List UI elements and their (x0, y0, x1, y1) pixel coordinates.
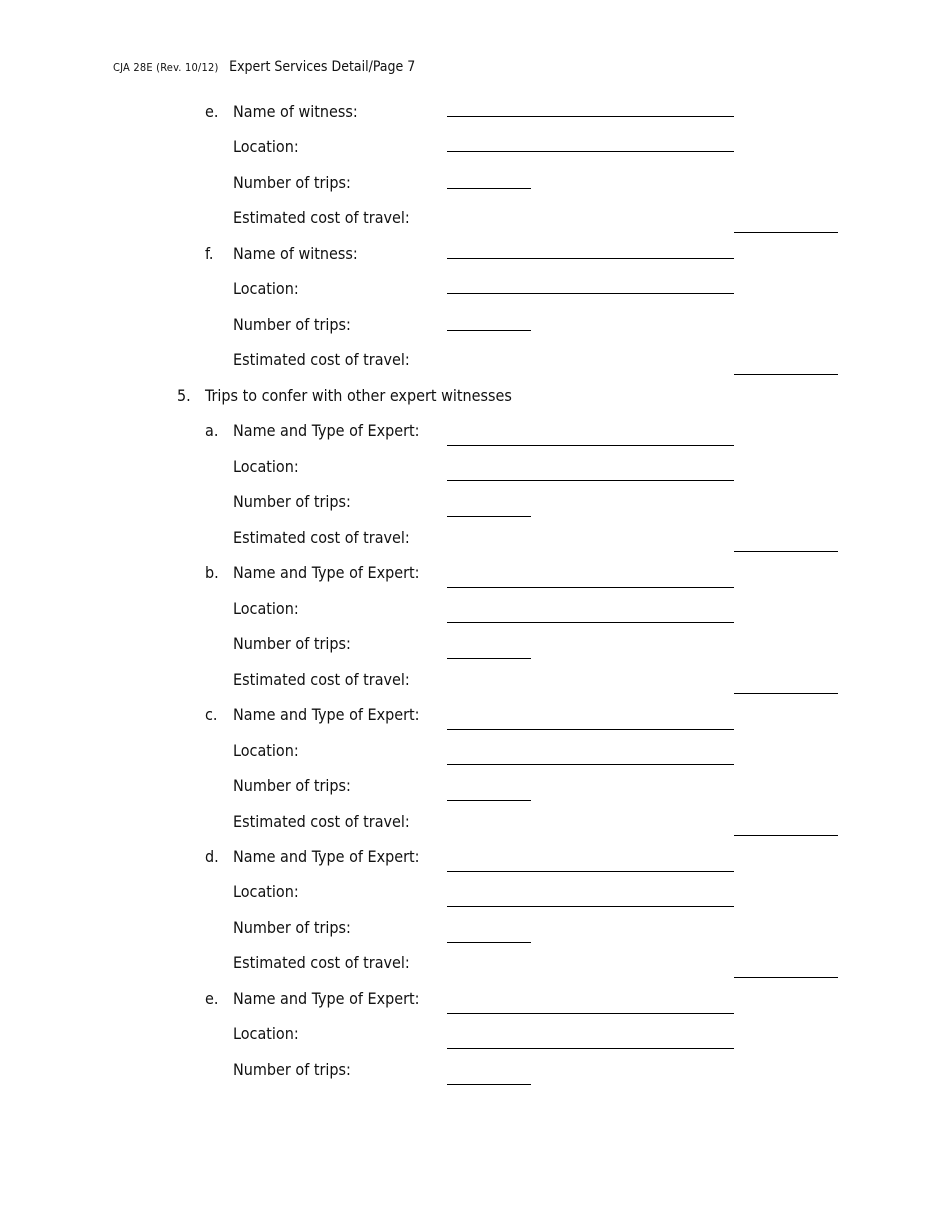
number-of-trips-label: Number of trips: (233, 315, 351, 334)
witness-e-trips-row (0, 173, 950, 209)
location-label: Location: (233, 137, 299, 156)
expert-name-field[interactable] (447, 587, 734, 588)
witness-f-name-row (0, 244, 950, 280)
number-of-trips-field[interactable] (447, 942, 531, 943)
expert-name-field[interactable] (447, 729, 734, 730)
item-letter: e. (205, 989, 219, 1008)
expert-a-trips-row (0, 492, 950, 528)
estimated-cost-label: Estimated cost of travel: (233, 953, 410, 972)
expert-name-field[interactable] (447, 1013, 734, 1014)
estimated-cost-label: Estimated cost of travel: (233, 350, 410, 369)
estimated-cost-field[interactable] (734, 835, 838, 836)
expert-d-name-row (0, 847, 950, 883)
witness-e-name-row (0, 102, 950, 138)
item-letter: d. (205, 847, 219, 866)
witness-f-cost-row (0, 350, 950, 386)
expert-name-field[interactable] (447, 445, 734, 446)
expert-c-name-row (0, 705, 950, 741)
location-label: Location: (233, 457, 299, 476)
location-field[interactable] (447, 1048, 734, 1049)
estimated-cost-field[interactable] (734, 977, 838, 978)
number-of-trips-field[interactable] (447, 516, 531, 517)
page-title: Expert Services Detail/Page 7 (229, 59, 416, 75)
expert-a-name-row (0, 421, 950, 457)
expert-b-location-row (0, 599, 950, 635)
location-label: Location: (233, 279, 299, 298)
expert-b-trips-row (0, 634, 950, 670)
estimated-cost-label: Estimated cost of travel: (233, 528, 410, 547)
number-of-trips-label: Number of trips: (233, 776, 351, 795)
name-and-type-of-expert-label: Name and Type of Expert: (233, 421, 420, 440)
number-of-trips-label: Number of trips: (233, 173, 351, 192)
expert-d-trips-row (0, 918, 950, 954)
expert-c-cost-row (0, 812, 950, 848)
name-and-type-of-expert-label: Name and Type of Expert: (233, 563, 420, 582)
location-field[interactable] (447, 764, 734, 765)
expert-a-cost-row (0, 528, 950, 564)
number-of-trips-field[interactable] (447, 1084, 531, 1085)
expert-d-cost-row (0, 953, 950, 989)
location-field[interactable] (447, 906, 734, 907)
expert-b-name-row (0, 563, 950, 599)
estimated-cost-label: Estimated cost of travel: (233, 670, 410, 689)
expert-b-cost-row (0, 670, 950, 706)
item-letter: c. (205, 705, 218, 724)
location-label: Location: (233, 599, 299, 618)
section-title: Trips to confer with other expert witnesses (205, 386, 512, 405)
witness-f-location-row (0, 279, 950, 315)
witness-name-field[interactable] (447, 116, 734, 117)
estimated-cost-label: Estimated cost of travel: (233, 208, 410, 227)
name-and-type-of-expert-label: Name and Type of Expert: (233, 847, 420, 866)
name-of-witness-label: Name of witness: (233, 102, 358, 121)
location-field[interactable] (447, 293, 734, 294)
number-of-trips-field[interactable] (447, 658, 531, 659)
expert-e-name-row (0, 989, 950, 1025)
item-letter: e. (205, 102, 219, 121)
expert-d-location-row (0, 882, 950, 918)
number-of-trips-field[interactable] (447, 188, 531, 189)
expert-a-location-row (0, 457, 950, 493)
witness-e-cost-row (0, 208, 950, 244)
name-of-witness-label: Name of witness: (233, 244, 358, 263)
item-letter: a. (205, 421, 219, 440)
number-of-trips-field[interactable] (447, 800, 531, 801)
location-field[interactable] (447, 622, 734, 623)
expert-name-field[interactable] (447, 871, 734, 872)
number-of-trips-label: Number of trips: (233, 918, 351, 937)
item-letter: b. (205, 563, 219, 582)
name-and-type-of-expert-label: Name and Type of Expert: (233, 705, 420, 724)
location-label: Location: (233, 741, 299, 760)
form-code: CJA 28E (Rev. 10/12) (113, 61, 219, 74)
location-field[interactable] (447, 480, 734, 481)
estimated-cost-field[interactable] (734, 232, 838, 233)
item-letter: f. (205, 244, 214, 263)
expert-e-location-row (0, 1024, 950, 1060)
number-of-trips-label: Number of trips: (233, 634, 351, 653)
section-5-heading (0, 386, 950, 422)
estimated-cost-label: Estimated cost of travel: (233, 812, 410, 831)
estimated-cost-field[interactable] (734, 693, 838, 694)
location-label: Location: (233, 882, 299, 901)
page-header (113, 56, 415, 75)
estimated-cost-field[interactable] (734, 551, 838, 552)
estimated-cost-field[interactable] (734, 374, 838, 375)
expert-e-trips-row (0, 1060, 950, 1096)
witness-f-trips-row (0, 315, 950, 351)
expert-c-location-row (0, 741, 950, 777)
name-and-type-of-expert-label: Name and Type of Expert: (233, 989, 420, 1008)
section-number: 5. (177, 386, 191, 405)
witness-e-location-row (0, 137, 950, 173)
witness-name-field[interactable] (447, 258, 734, 259)
expert-c-trips-row (0, 776, 950, 812)
location-label: Location: (233, 1024, 299, 1043)
number-of-trips-field[interactable] (447, 330, 531, 331)
number-of-trips-label: Number of trips: (233, 492, 351, 511)
location-field[interactable] (447, 151, 734, 152)
number-of-trips-label: Number of trips: (233, 1060, 351, 1079)
